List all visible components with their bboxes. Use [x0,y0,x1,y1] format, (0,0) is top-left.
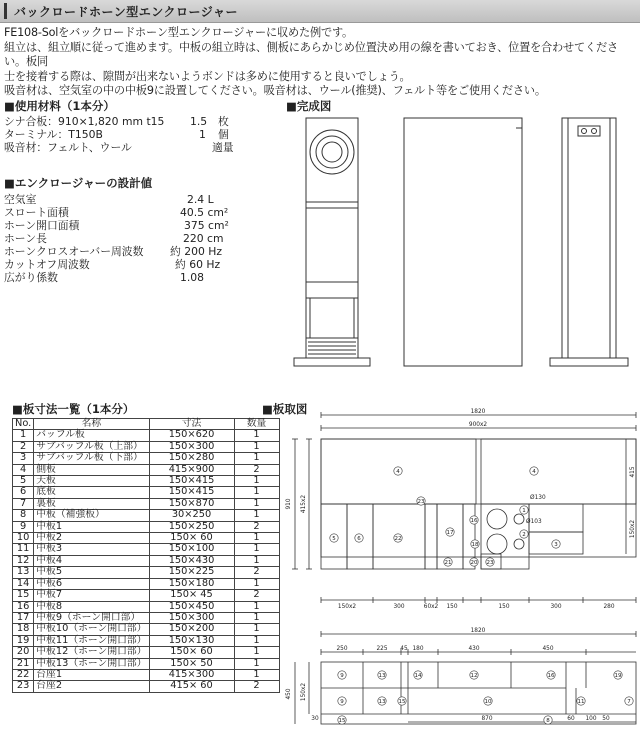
part-size: 150×130 [149,635,234,646]
part-size: 150×180 [149,578,234,589]
part-no: 10 [13,533,34,544]
dim-b-top-4: 180 [412,646,424,652]
top-part-label-3: 23 [417,499,425,505]
dim-bottom-4: 150 [446,604,458,610]
dim-150x2-right: 150x2 [630,519,636,539]
table-row [13,464,280,475]
part-name: 中板10（ホーン開口部） [34,624,149,635]
part-name: 中板3 [34,544,149,555]
part-size: 150×415 [149,487,234,498]
bottom-part-label-8: 15 [398,699,406,705]
top-part-label-11: 2 [522,532,526,538]
part-no: 15 [13,590,34,601]
front-view [294,118,370,366]
part-qty: 2 [234,590,279,601]
material-name-2: ターミナル：T150B [4,128,103,141]
top-part-label-12: 3 [554,542,558,548]
parts-heading: ■板寸法一覧（1本分） [12,402,135,416]
table-row [13,567,280,578]
part-name: バッフル板 [34,430,149,441]
part-qty: 1 [234,658,279,669]
part-qty: 1 [234,453,279,464]
design-name-4: ホーン長 [4,232,47,245]
dim-450: 450 [286,688,292,700]
material-name-1: シナ合板：910×1,820 mm t15 [4,115,165,128]
design-value-2: 40.5 cm² [180,206,229,219]
bottom-sheet [295,631,636,724]
page-title: バックロードホーン型エンクロージャー [14,5,239,19]
section-header [0,0,640,23]
part-name: 中板6 [34,578,149,589]
part-size: 150×300 [149,612,234,623]
back-view [550,118,628,366]
part-name: 底板 [34,487,149,498]
material-unit-1: 枚 [218,115,229,128]
bottom-part-label-3: 14 [414,673,422,679]
part-name: 中板（補強板） [34,510,149,521]
part-no: 20 [13,647,34,658]
part-qty: 1 [234,487,279,498]
part-name: 中板1 [34,521,149,532]
table-row [13,510,280,521]
part-no: 7 [13,498,34,509]
part-no: 16 [13,601,34,612]
hole-small-label: Ø103 [526,519,542,525]
part-no: 4 [13,464,34,475]
table-row [13,578,280,589]
part-size: 150×100 [149,544,234,555]
finished-drawing [280,112,636,382]
part-no: 13 [13,567,34,578]
part-no: 17 [13,612,34,623]
bottom-part-label-7: 13 [378,699,386,705]
intro-line-3: 士を接着する際は、隙間が出来ないようボンドは多めに使用すると良いでしょう。 [4,69,411,83]
part-size: 150× 45 [149,590,234,601]
table-row [13,601,280,612]
part-qty: 1 [234,441,279,452]
intro-line-2: 組立は、組立順に従って進めます。中板の組立時は、側板にあらかじめ位置決め用の線を書いておき、位置を合わせてください。板同 [4,40,618,68]
part-no: 6 [13,487,34,498]
part-qty: 1 [234,612,279,623]
design-name-3: ホーン開口面積 [4,219,80,232]
bottom-part-label-12: 19 [614,673,622,679]
part-no: 9 [13,521,34,532]
bottom-part-label-1: 9 [340,673,344,679]
top-part-label-13: 21 [444,560,452,566]
top-part-label-2: 4 [532,469,536,475]
top-part-label-5: 6 [357,536,361,542]
part-qty: 2 [234,521,279,532]
cutting-heading: ■板取図 [262,402,308,416]
table-row [13,624,280,635]
table-row [13,681,280,692]
part-name: 中板9（ホーン開口部） [34,612,149,623]
intro-text [4,26,638,99]
design-name-5: ホーンクロスオーバー周波数 [4,245,144,258]
part-size: 150× 50 [149,658,234,669]
table-row [13,487,280,498]
top-part-label-9: 1 [522,508,526,514]
part-name: 天板 [34,476,149,487]
part-no: 19 [13,635,34,646]
design-name-2: スロート面積 [4,206,69,219]
part-qty: 1 [234,533,279,544]
finished-heading: ■完成図 [286,99,332,113]
part-name: 中板8 [34,601,149,612]
part-size: 415×900 [149,464,234,475]
part-size: 150× 60 [149,533,234,544]
part-qty: 1 [234,476,279,487]
dim-910: 910 [286,498,292,510]
material-unit-2: 個 [218,128,229,141]
part-qty: 1 [234,510,279,521]
design-name-1: 空気室 [4,193,37,206]
part-name: 中板12（ホーン開口部） [34,647,149,658]
part-qty: 2 [234,567,279,578]
part-size: 150×250 [149,521,234,532]
design-value-3: 375 cm² [184,219,229,232]
intro-line-1: FE108-Solをバックロードホーン型エンクロージャーに収めた例です。 [4,26,354,39]
part-size: 150×430 [149,555,234,566]
part-no: 5 [13,476,34,487]
bottom-part-label-9: 10 [484,699,492,705]
part-size: 150×280 [149,453,234,464]
table-row [13,430,280,441]
part-name: 側板 [34,464,149,475]
part-size: 150×450 [149,601,234,612]
part-qty: 1 [234,669,279,680]
part-no: 14 [13,578,34,589]
dim-bottom-2: 300 [393,604,405,610]
dim-b-top-5: 430 [468,646,480,652]
part-size: 415× 60 [149,681,234,692]
design-value-5: 約 200 Hz [170,245,223,258]
part-name: 中板13（ホーン開口部） [34,658,149,669]
top-part-label-4: 5 [332,536,336,542]
part-no: 8 [13,510,34,521]
part-size: 150×225 [149,567,234,578]
part-name: 台座2 [34,681,149,692]
dim-50: 50 [602,716,610,722]
part-name: 中板7 [34,590,149,601]
bottom-part-label-13: 8 [546,718,550,724]
part-no: 21 [13,658,34,669]
part-no: 2 [13,441,34,452]
top-sheet [292,412,636,603]
bottom-part-label-10: 11 [577,699,585,705]
part-no: 22 [13,669,34,680]
dim-1820-bottom: 1820 [470,628,486,634]
part-name: 裏板 [34,498,149,509]
part-qty: 1 [234,430,279,441]
dim-bottom-6: 300 [550,604,562,610]
col-header-no: No. [13,419,34,430]
part-size: 150×200 [149,624,234,635]
part-size: 150×620 [149,430,234,441]
dim-b-top-3: 45 [400,646,408,652]
top-part-label-1: 4 [396,469,400,475]
dim-bottom-3: 60x2 [423,604,439,610]
header-accent-bar [4,3,7,19]
part-qty: 2 [234,681,279,692]
top-part-label-10: 18 [471,542,479,548]
bottom-part-label-4: 12 [470,673,478,679]
table-row [13,658,280,669]
part-qty: 1 [234,647,279,658]
design-value-6: 約 60 Hz [175,258,221,271]
dim-b-top-2: 225 [376,646,388,652]
materials-heading: ■使用材料（1本分） [4,99,115,113]
dim-100: 100 [585,716,597,722]
col-header-qty: 数量 [234,419,279,430]
dim-1820-top: 1820 [470,409,486,415]
material-unit-3: 適量 [212,141,234,154]
col-header-name: 名称 [34,419,149,430]
design-heading: ■エンクロージャーの設計値 [4,176,153,190]
dim-415x2: 415x2 [301,494,307,514]
design-value-1: 2.4 L [187,193,214,206]
part-name: 中板4 [34,555,149,566]
part-qty: 2 [234,464,279,475]
part-name: 中板2 [34,533,149,544]
part-name: サブバッフル板（下部） [34,453,149,464]
top-part-label-7: 17 [446,530,454,536]
part-size: 150×300 [149,441,234,452]
design-value-7: 1.08 [180,271,205,284]
dim-150x2-left: 150x2 [301,682,307,702]
part-name: 台座1 [34,669,149,680]
part-qty: 1 [234,635,279,646]
part-size: 30×250 [149,510,234,521]
dim-b-top-1: 250 [336,646,348,652]
part-qty: 1 [234,578,279,589]
part-no: 1 [13,430,34,441]
material-qty-2: 1 [199,128,206,141]
intro-line-4: 吸音材は、空気室の中の中板9に設置してください。吸音材は、ウール(推奨)、フェルト等をご使用ください。 [4,84,546,97]
part-qty: 1 [234,601,279,612]
part-no: 12 [13,555,34,566]
part-name: 中板11（ホーン開口部） [34,635,149,646]
dim-870: 870 [481,716,493,722]
design-name-7: 広がり係数 [4,271,58,284]
hole-large-label: Ø130 [530,495,546,501]
side-view [404,118,522,366]
table-row [13,647,280,658]
material-qty-1: 1.5 [190,115,208,128]
bottom-part-label-6: 9 [340,699,344,705]
top-part-label-14: 20 [470,560,478,566]
bottom-part-label-11: 7 [627,699,631,705]
cutting-diagram [262,404,638,737]
table-row [13,590,280,601]
part-size: 150×415 [149,476,234,487]
dim-bottom-5: 150 [498,604,510,610]
dim-bottom-7: 280 [603,604,615,610]
top-part-label-6: 22 [394,536,402,542]
table-row [13,521,280,532]
design-name-6: カットオフ周波数 [4,258,90,271]
top-part-label-8: 16 [470,518,478,524]
part-size: 150× 60 [149,647,234,658]
part-no: 11 [13,544,34,555]
table-row [13,453,280,464]
top-part-label-15: 23 [486,560,494,566]
material-name-3: 吸音材：フェルト、ウール [4,141,132,154]
dim-900x2: 900x2 [468,422,488,428]
table-row [13,635,280,646]
dim-415-right: 415 [630,466,636,478]
dim-b-top-6: 450 [542,646,554,652]
table-row [13,441,280,452]
col-header-size: 寸法 [149,419,234,430]
part-size: 415×300 [149,669,234,680]
part-no: 3 [13,453,34,464]
bottom-part-label-5: 16 [547,673,555,679]
part-qty: 1 [234,544,279,555]
part-no: 18 [13,624,34,635]
part-name: サブバッフル板（上部） [34,441,149,452]
part-qty: 1 [234,555,279,566]
bottom-part-label-2: 13 [378,673,386,679]
parts-table [12,418,280,693]
part-name: 中板5 [34,567,149,578]
bottom-part-label-14: 15 [338,718,346,724]
dim-bottom-1: 150x2 [337,604,357,610]
part-size: 150×870 [149,498,234,509]
dim-30: 30 [311,716,319,722]
design-value-4: 220 cm [183,232,224,245]
part-qty: 1 [234,624,279,635]
part-qty: 1 [234,498,279,509]
table-row [13,544,280,555]
part-no: 23 [13,681,34,692]
dim-60: 60 [567,716,575,722]
